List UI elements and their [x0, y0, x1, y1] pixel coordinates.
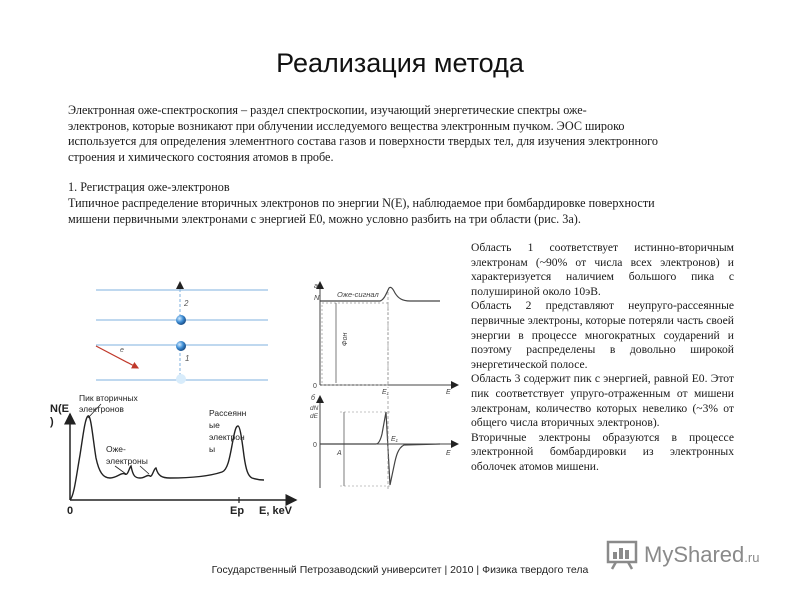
region-3-text: Область 3 содержит пик с энергией, равной E0. Этот пик соответствует упруго-отраженным от мишени электронам, количество которых невелико (~3% от общего числа вторичных электронов). [471, 372, 734, 430]
peak-label: Пик вторичных [79, 393, 138, 403]
auger-pointer [140, 466, 149, 474]
electron-ball [176, 315, 186, 325]
b-y-label-top: dN [310, 405, 319, 412]
ep-label: Ep [230, 505, 245, 517]
electron-label: e [120, 347, 124, 354]
slide-title: Реализация метода [276, 48, 524, 78]
spectrum-plot [50, 393, 296, 517]
scatter-label: ы [209, 444, 216, 454]
a-y-label: N [314, 293, 320, 302]
region-1-text: Область 1 соответствует истинно-вторичным электронам (~90% от числа всех электронов) и характеризуется наличием большого пика с полушириной около 10эВ. [471, 241, 734, 298]
footer-text: Государственный Петрозаводский университет | 2010 | Физика твердого тела [211, 564, 589, 576]
a-e1-label: E₁ [382, 389, 389, 396]
intro-line: используется для определения элементного состава газов и поверхности твердых тел, для изучения электронного [68, 134, 658, 149]
scatter-label: электрон [209, 432, 245, 442]
a-zero-label: 0 [313, 383, 317, 390]
intro-line: Электронная оже-спектроскопия – раздел спектроскопии, изучающий энергетические спектры оже- [68, 103, 587, 117]
b-y-label-bottom: dE [310, 413, 318, 420]
region-2-text: Область 2 представляют неупруго-рассеянные первичные электроны, которые потеряли часть своей энергии в процессе многократных соударений и поэтому распределены в довольно широкой энергетической полосе. [471, 299, 734, 371]
logo-name: MyShared [644, 542, 745, 567]
auger-signal-diagram [310, 282, 458, 490]
background-label: Фон [342, 332, 349, 346]
spectrum-curve [70, 416, 264, 500]
level-label-2: 2 [184, 299, 189, 308]
b-derivative-curve [320, 412, 440, 485]
secondary-electrons-text: Вторичные электроны образуются в процессе электронной бомбардировки из электронных оболочек атомов мишени. [471, 430, 734, 473]
auger-label: электроны [106, 456, 148, 466]
amplitude-label: A [337, 450, 342, 457]
x-axis-label: E, keV [259, 505, 293, 517]
auger-signal-label: Оже-сигнал [337, 290, 379, 299]
section-heading: 1. Регистрация оже-электронов [68, 180, 230, 195]
level-label-1: 1 [185, 354, 190, 363]
b-zero-label: 0 [313, 442, 317, 449]
auger-label: Оже- [106, 444, 126, 454]
logo-suffix: .ru [744, 550, 760, 565]
scatter-label: Рассеянн [209, 408, 247, 418]
scatter-label: ые [209, 420, 220, 430]
auger-pointer [115, 466, 126, 474]
b-e1-label: E₁ [391, 436, 398, 443]
intro-line: электронов, которые возникают при облучении исследуемого вещества электронным пучком. ЭОС широко [68, 118, 625, 133]
intro-line: Типичное распределение вторичных электронов по энергии N(E), наблюдаемое при бомбардировке поверхности [68, 195, 655, 210]
intro-line: строения и химического состояния атомов в пробе. [68, 149, 334, 164]
electron-ball [176, 341, 186, 351]
panel-a-label: a [314, 283, 318, 290]
peak-label: электронов [79, 404, 124, 414]
incident-electron-arrow [96, 346, 138, 368]
energy-level-diagram [96, 282, 268, 384]
background-region [322, 303, 388, 385]
a-x-label: E [446, 389, 451, 396]
b-x-label: E [446, 450, 451, 457]
origin-label: 0 [67, 505, 74, 517]
intro-line: мишени первичными электронами с энергией E0, можно условно разбить на три области (рис. 3а). [68, 211, 581, 226]
electron-hole [176, 374, 186, 384]
y-axis-label: N(E [50, 403, 69, 415]
panel-b-label: б [311, 395, 315, 402]
y-axis-label: ) [50, 416, 54, 428]
